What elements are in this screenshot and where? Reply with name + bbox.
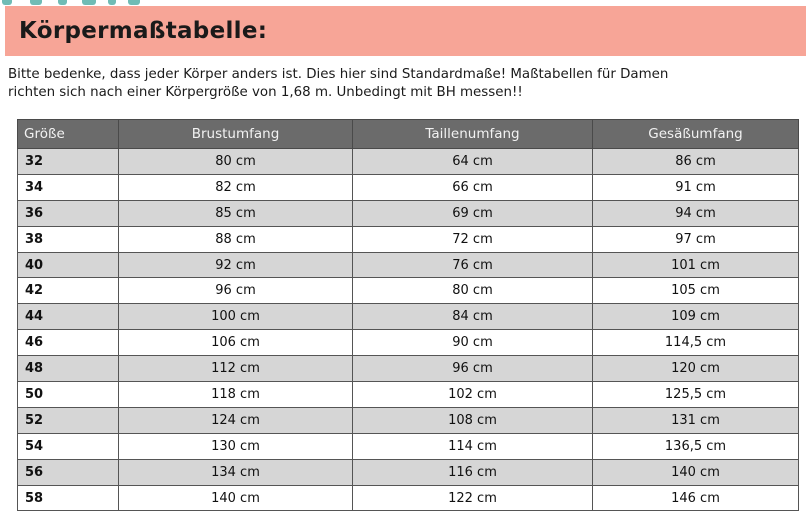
cell-waist: 122 cm bbox=[353, 485, 593, 511]
cell-bust: 92 cm bbox=[119, 252, 353, 278]
table-row bbox=[18, 433, 799, 459]
cell-bust: 88 cm bbox=[119, 226, 353, 252]
table-row bbox=[18, 356, 799, 382]
cell-waist: 76 cm bbox=[353, 252, 593, 278]
table-row bbox=[18, 278, 799, 304]
cell-size: 36 bbox=[18, 200, 119, 226]
cell-bust: 134 cm bbox=[119, 459, 353, 485]
cell-waist: 102 cm bbox=[353, 382, 593, 408]
cell-size: 48 bbox=[18, 356, 119, 382]
cell-bust: 85 cm bbox=[119, 200, 353, 226]
cell-hip: 120 cm bbox=[593, 356, 799, 382]
cell-size: 46 bbox=[18, 330, 119, 356]
cell-bust: 112 cm bbox=[119, 356, 353, 382]
cell-bust: 140 cm bbox=[119, 485, 353, 511]
cell-waist: 66 cm bbox=[353, 174, 593, 200]
cell-hip: 91 cm bbox=[593, 174, 799, 200]
table-row bbox=[18, 252, 799, 278]
table-row bbox=[18, 485, 799, 511]
cell-hip: 136,5 cm bbox=[593, 433, 799, 459]
table-row bbox=[18, 200, 799, 226]
column-header-size: Größe bbox=[18, 120, 119, 149]
cell-hip: 114,5 cm bbox=[593, 330, 799, 356]
cell-hip: 105 cm bbox=[593, 278, 799, 304]
accent-mark bbox=[30, 0, 42, 5]
accent-mark bbox=[2, 0, 12, 5]
cell-size: 54 bbox=[18, 433, 119, 459]
cell-waist: 90 cm bbox=[353, 330, 593, 356]
cell-waist: 80 cm bbox=[353, 278, 593, 304]
table-row bbox=[18, 459, 799, 485]
cell-size: 38 bbox=[18, 226, 119, 252]
cell-hip: 131 cm bbox=[593, 407, 799, 433]
table-row bbox=[18, 226, 799, 252]
cell-hip: 101 cm bbox=[593, 252, 799, 278]
cell-waist: 69 cm bbox=[353, 200, 593, 226]
accent-mark bbox=[108, 0, 116, 5]
cell-waist: 84 cm bbox=[353, 304, 593, 330]
cell-bust: 106 cm bbox=[119, 330, 353, 356]
table-row bbox=[18, 174, 799, 200]
cell-waist: 72 cm bbox=[353, 226, 593, 252]
intro-line-1: Bitte bedenke, dass jeder Körper anders ist. Dies hier sind Standardmaße! Maßtabellen für Damen bbox=[8, 67, 669, 82]
cell-bust: 96 cm bbox=[119, 278, 353, 304]
intro-text bbox=[8, 66, 803, 102]
cell-waist: 114 cm bbox=[353, 433, 593, 459]
cell-hip: 86 cm bbox=[593, 149, 799, 175]
cell-size: 58 bbox=[18, 485, 119, 511]
cell-hip: 140 cm bbox=[593, 459, 799, 485]
cell-size: 50 bbox=[18, 382, 119, 408]
cell-hip: 97 cm bbox=[593, 226, 799, 252]
cell-waist: 64 cm bbox=[353, 149, 593, 175]
table-row bbox=[18, 149, 799, 175]
table-header-row bbox=[18, 120, 799, 149]
cell-size: 52 bbox=[18, 407, 119, 433]
cell-bust: 124 cm bbox=[119, 407, 353, 433]
cell-hip: 125,5 cm bbox=[593, 382, 799, 408]
accent-mark bbox=[58, 0, 67, 5]
cell-waist: 108 cm bbox=[353, 407, 593, 433]
cell-bust: 118 cm bbox=[119, 382, 353, 408]
cell-size: 42 bbox=[18, 278, 119, 304]
cell-hip: 94 cm bbox=[593, 200, 799, 226]
accent-mark bbox=[128, 0, 140, 5]
column-header-bust: Brustumfang bbox=[119, 120, 353, 149]
cell-bust: 130 cm bbox=[119, 433, 353, 459]
cell-size: 56 bbox=[18, 459, 119, 485]
cell-waist: 116 cm bbox=[353, 459, 593, 485]
cell-size: 40 bbox=[18, 252, 119, 278]
size-table bbox=[17, 119, 799, 511]
cell-hip: 146 cm bbox=[593, 485, 799, 511]
column-header-hip: Gesäßumfang bbox=[593, 120, 799, 149]
column-header-waist: Taillenumfang bbox=[353, 120, 593, 149]
cell-hip: 109 cm bbox=[593, 304, 799, 330]
cell-bust: 82 cm bbox=[119, 174, 353, 200]
title-bar bbox=[5, 6, 806, 56]
cell-waist: 96 cm bbox=[353, 356, 593, 382]
cell-size: 44 bbox=[18, 304, 119, 330]
cell-size: 34 bbox=[18, 174, 119, 200]
table-row bbox=[18, 304, 799, 330]
cell-size: 32 bbox=[18, 149, 119, 175]
accent-mark bbox=[82, 0, 96, 5]
intro-line-2: richten sich nach einer Körpergröße von 1,68 m. Unbedingt mit BH messen!! bbox=[8, 85, 523, 100]
cell-bust: 100 cm bbox=[119, 304, 353, 330]
cell-bust: 80 cm bbox=[119, 149, 353, 175]
table-row bbox=[18, 382, 799, 408]
table-row bbox=[18, 407, 799, 433]
page-title: Körpermaßtabelle: bbox=[19, 18, 268, 44]
table-row bbox=[18, 330, 799, 356]
